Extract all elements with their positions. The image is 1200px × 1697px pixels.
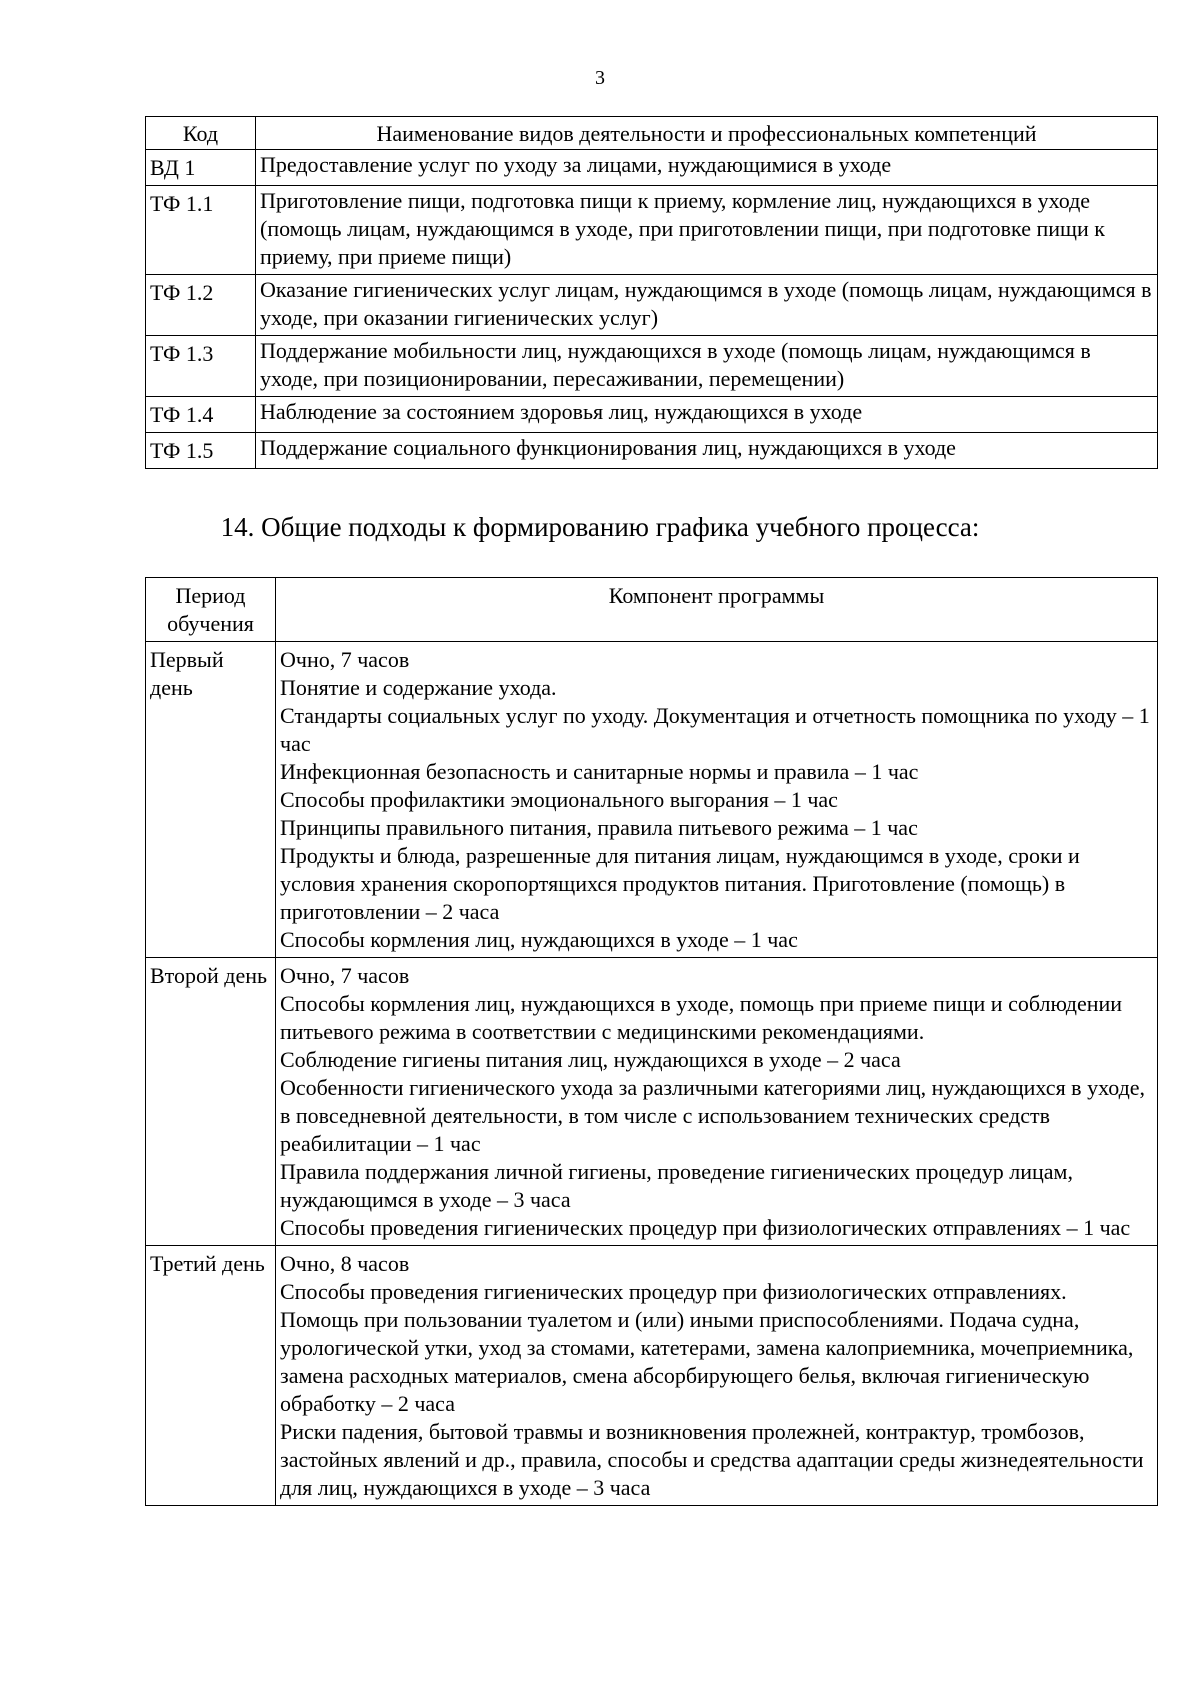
header-name: Наименование видов деятельности и профессиональных компетенций xyxy=(256,117,1158,150)
row-components xyxy=(276,1246,1158,1506)
component-line: Очно, 7 часов xyxy=(280,647,410,672)
row-text: Поддержание мобильности лиц, нуждающихся в уходе (помощь лицам, нуждающимся в уходе, при позиционировании, пересаживании, перемещении) xyxy=(256,336,1158,397)
row-code: ВД 1 xyxy=(146,150,256,186)
table-row xyxy=(146,150,1158,186)
header-component: Компонент программы xyxy=(276,578,1158,642)
row-code: ТФ 1.5 xyxy=(146,433,256,469)
table-header-row xyxy=(146,117,1158,150)
component-line: Способы проведения гигиенических процедур при физиологических отправлениях – 1 час xyxy=(280,1215,1131,1240)
row-text: Поддержание социального функционирования лиц, нуждающихся в уходе xyxy=(256,433,1158,469)
competencies-table xyxy=(145,116,1158,469)
row-code: ТФ 1.1 xyxy=(146,186,256,275)
row-text: Предоставление услуг по уходу за лицами, нуждающимися в уходе xyxy=(256,150,1158,186)
table-row xyxy=(146,397,1158,433)
table-header-row xyxy=(146,578,1158,642)
header-code: Код xyxy=(146,117,256,150)
row-period: Третий день xyxy=(146,1246,276,1506)
row-code: ТФ 1.2 xyxy=(146,275,256,336)
component-line: Принципы правильного питания, правила питьевого режима – 1 час xyxy=(280,815,918,840)
component-line: Способы кормления лиц, нуждающихся в уходе – 1 час xyxy=(280,927,798,952)
component-line: Способы кормления лиц, нуждающихся в уходе, помощь при приеме пищи и соблюдении питьевого режима в соответствии с медицинскими рекомендациями. xyxy=(280,991,1123,1044)
component-line: Соблюдение гигиены питания лиц, нуждающихся в уходе – 2 часа xyxy=(280,1047,901,1072)
row-components xyxy=(276,958,1158,1246)
component-line: Риски падения, бытовой травмы и возникновения пролежней, контрактур, тромбозов, застойных явлений и др., правила, способы и средства адаптации среды жизнедеятельности для лиц, нуждающихся в уходе – 3 часа xyxy=(280,1419,1144,1500)
component-line: Способы профилактики эмоционального выгорания – 1 час xyxy=(280,787,838,812)
component-line: Особенности гигиенического ухода за различными категориями лиц, нуждающихся в уходе, в повседневной деятельности, в том числе с использованием технических средств реабилитации – 1 час xyxy=(280,1075,1146,1156)
component-line: Очно, 7 часов xyxy=(280,963,410,988)
row-code: ТФ 1.4 xyxy=(146,397,256,433)
page-number: 3 xyxy=(595,67,605,89)
table-row xyxy=(146,433,1158,469)
row-code: ТФ 1.3 xyxy=(146,336,256,397)
table-row xyxy=(146,275,1158,336)
table-row xyxy=(146,958,1158,1246)
row-period: Первый день xyxy=(146,642,276,958)
component-line: Понятие и содержание ухода. xyxy=(280,675,557,700)
table-row xyxy=(146,1246,1158,1506)
table-row xyxy=(146,336,1158,397)
section-title: 14. Общие подходы к формированию графика учебного процесса: xyxy=(220,512,980,542)
row-text: Наблюдение за состоянием здоровья лиц, нуждающихся в уходе xyxy=(256,397,1158,433)
component-line: Помощь при пользовании туалетом и (или) иными приспособлениями. Подача судна, урологической утки, уход за стомами, катетерами, замена калоприемника, мочеприемника, замена расходных материалов, смена абсорбирующего белья, включая гигиеническую обработку – 2 часа xyxy=(280,1307,1134,1416)
schedule-table xyxy=(145,577,1158,1506)
table-row xyxy=(146,186,1158,275)
component-line: Стандарты социальных услуг по уходу. Документация и отчетность помощника по уходу – 1 час xyxy=(280,703,1150,756)
row-text: Оказание гигиенических услуг лицам, нуждающимся в уходе (помощь лицам, нуждающимся в уходе, при оказании гигиенических услуг) xyxy=(256,275,1158,336)
header-period: Период обучения xyxy=(146,578,276,642)
component-line: Очно, 8 часов xyxy=(280,1251,410,1276)
component-line: Инфекционная безопасность и санитарные нормы и правила – 1 час xyxy=(280,759,919,784)
component-line: Правила поддержания личной гигиены, проведение гигиенических процедур лицам, нуждающимся в уходе – 3 часа xyxy=(280,1159,1073,1212)
row-text: Приготовление пищи, подготовка пищи к приему, кормление лиц, нуждающихся в уходе (помощь лицам, нуждающимся в уходе, при приготовлении пищи, при подготовке пищи к приему, при приеме пищи) xyxy=(256,186,1158,275)
component-line: Способы проведения гигиенических процедур при физиологических отправлениях. xyxy=(280,1279,1067,1304)
row-components xyxy=(276,642,1158,958)
component-line: Продукты и блюда, разрешенные для питания лицам, нуждающимся в уходе, сроки и условия хранения скоропортящихся продуктов питания. Приготовление (помощь) в приготовлении – 2 часа xyxy=(280,843,1080,924)
table-row xyxy=(146,642,1158,958)
row-period: Второй день xyxy=(146,958,276,1246)
